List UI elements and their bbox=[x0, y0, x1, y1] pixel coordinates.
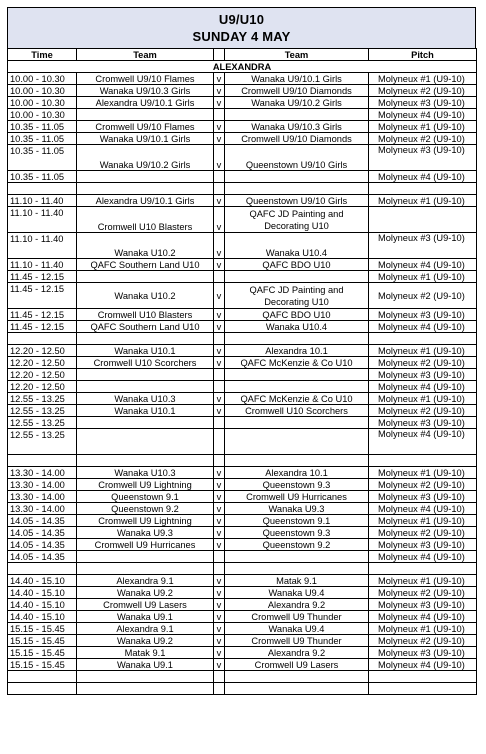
versus-cell bbox=[214, 551, 225, 563]
fixture-row bbox=[8, 369, 477, 381]
empty-cell bbox=[8, 683, 77, 695]
pitch-cell: Molyneux #3 (U9-10) bbox=[369, 539, 477, 551]
pitch-cell: Molyneux #1 (U9-10) bbox=[369, 467, 477, 479]
fixture-row bbox=[8, 321, 477, 333]
time-cell: 11.45 - 12.15 bbox=[8, 309, 77, 321]
home-team-cell bbox=[77, 109, 214, 121]
versus-cell: v bbox=[214, 647, 225, 659]
empty-cell bbox=[225, 455, 369, 467]
home-team-cell bbox=[77, 417, 214, 429]
away-team-cell: Cromwell U9/10 Diamonds bbox=[225, 133, 369, 145]
spacer-row bbox=[8, 455, 477, 467]
spacer-row bbox=[8, 183, 477, 195]
empty-cell bbox=[77, 333, 214, 345]
fixture-row bbox=[8, 647, 477, 659]
time-cell: 13.30 - 14.00 bbox=[8, 503, 77, 515]
home-team-cell: Wanaka U9.1 bbox=[77, 611, 214, 623]
versus-cell: v bbox=[214, 97, 225, 109]
time-cell: 14.40 - 15.10 bbox=[8, 587, 77, 599]
pitch-cell: Molyneux #2 (U9-10) bbox=[369, 357, 477, 369]
time-cell: 13.30 - 14.00 bbox=[8, 479, 77, 491]
away-team-cell: QAFC BDO U10 bbox=[225, 309, 369, 321]
away-team-cell: Cromwell U9 Thunder bbox=[225, 635, 369, 647]
versus-cell bbox=[214, 417, 225, 429]
age-group-title: U9/U10 bbox=[218, 12, 265, 27]
away-team-cell: Cromwell U9/10 Diamonds bbox=[225, 85, 369, 97]
pitch-cell: Molyneux #4 (U9-10) bbox=[369, 259, 477, 271]
away-team-cell bbox=[225, 381, 369, 393]
pitch-cell: Molyneux #2 (U9-10) bbox=[369, 405, 477, 417]
away-team-cell: Cromwell U9 Hurricanes bbox=[225, 491, 369, 503]
empty-cell bbox=[8, 455, 77, 467]
home-team-cell: Matak 9.1 bbox=[77, 647, 214, 659]
away-team-cell: Matak 9.1 bbox=[225, 575, 369, 587]
versus-cell: v bbox=[214, 121, 225, 133]
home-team-cell: Wanaka U9.2 bbox=[77, 635, 214, 647]
empty-cell bbox=[8, 183, 77, 195]
fixture-row bbox=[8, 145, 477, 171]
pitch-cell: Molyneux #3 (U9-10) bbox=[369, 145, 477, 171]
versus-cell: v bbox=[214, 405, 225, 417]
home-team-cell: Wanaka U9/10.1 Girls bbox=[77, 133, 214, 145]
home-team-cell bbox=[77, 429, 214, 455]
fixture-row bbox=[8, 527, 477, 539]
home-team-cell: Wanaka U10.3 bbox=[77, 467, 214, 479]
away-team-cell: Wanaka U9.3 bbox=[225, 503, 369, 515]
home-team-cell: Wanaka U9/10.3 Girls bbox=[77, 85, 214, 97]
fixture-row bbox=[8, 479, 477, 491]
empty-cell bbox=[214, 455, 225, 467]
versus-cell: v bbox=[214, 321, 225, 333]
time-cell: 12.55 - 13.25 bbox=[8, 429, 77, 455]
pitch-cell: Molyneux #2 (U9-10) bbox=[369, 527, 477, 539]
time-cell: 12.20 - 12.50 bbox=[8, 345, 77, 357]
time-cell: 10.35 - 11.05 bbox=[8, 171, 77, 183]
empty-cell bbox=[8, 671, 77, 683]
time-cell: 12.55 - 13.25 bbox=[8, 405, 77, 417]
versus-cell: v bbox=[214, 145, 225, 171]
away-team-cell: Wanaka U9.4 bbox=[225, 623, 369, 635]
vs-column-header bbox=[214, 49, 225, 61]
time-cell: 15.15 - 15.45 bbox=[8, 623, 77, 635]
versus-cell: v bbox=[214, 133, 225, 145]
versus-cell bbox=[214, 271, 225, 283]
time-cell: 12.20 - 12.50 bbox=[8, 381, 77, 393]
fixture-row bbox=[8, 429, 477, 455]
pitch-cell: Molyneux #4 (U9-10) bbox=[369, 551, 477, 563]
fixture-row bbox=[8, 551, 477, 563]
home-team-cell: QAFC Southern Land U10 bbox=[77, 321, 214, 333]
fixture-row bbox=[8, 491, 477, 503]
versus-cell: v bbox=[214, 309, 225, 321]
away-team-cell: Cromwell U9 Lasers bbox=[225, 659, 369, 671]
home-team-cell: Cromwell U10 Blasters bbox=[77, 207, 214, 233]
pitch-cell: Molyneux #1 (U9-10) bbox=[369, 575, 477, 587]
pitch-cell: Molyneux #3 (U9-10) bbox=[369, 97, 477, 109]
fixture-row bbox=[8, 259, 477, 271]
versus-cell bbox=[214, 429, 225, 455]
home-team-cell: Cromwell U9/10 Flames bbox=[77, 73, 214, 85]
pitch-cell: Molyneux #2 (U9-10) bbox=[369, 479, 477, 491]
pitch-cell bbox=[369, 207, 477, 233]
home-team-cell: Cromwell U9 Hurricanes bbox=[77, 539, 214, 551]
pitch-cell: Molyneux #4 (U9-10) bbox=[369, 659, 477, 671]
fixture-row bbox=[8, 207, 477, 233]
fixture-row bbox=[8, 85, 477, 97]
pitch-cell: Molyneux #2 (U9-10) bbox=[369, 635, 477, 647]
empty-cell bbox=[77, 671, 214, 683]
pitch-cell: Molyneux #1 (U9-10) bbox=[369, 515, 477, 527]
time-cell: 13.30 - 14.00 bbox=[8, 467, 77, 479]
home-team-cell: Queenstown 9.1 bbox=[77, 491, 214, 503]
away-team-cell: Alexandra 9.2 bbox=[225, 599, 369, 611]
versus-cell: v bbox=[214, 635, 225, 647]
away-team-cell: Cromwell U9 Thunder bbox=[225, 611, 369, 623]
home-team-cell: Queenstown 9.2 bbox=[77, 503, 214, 515]
time-cell: 10.35 - 11.05 bbox=[8, 145, 77, 171]
empty-cell bbox=[369, 333, 477, 345]
home-team-cell: Alexandra 9.1 bbox=[77, 623, 214, 635]
away-team-cell: Wanaka U9/10.1 Girls bbox=[225, 73, 369, 85]
empty-cell bbox=[8, 563, 77, 575]
home-team-cell: Cromwell U10 Blasters bbox=[77, 309, 214, 321]
empty-cell bbox=[225, 683, 369, 695]
empty-cell bbox=[77, 563, 214, 575]
home-team-cell: Wanaka U10.2 bbox=[77, 283, 214, 309]
fixture-rows bbox=[8, 73, 477, 695]
versus-cell bbox=[214, 369, 225, 381]
spacer-row bbox=[8, 683, 477, 695]
away-team-cell: Queenstown 9.3 bbox=[225, 479, 369, 491]
versus-cell bbox=[214, 171, 225, 183]
time-cell: 10.00 - 10.30 bbox=[8, 73, 77, 85]
pitch-cell: Molyneux #4 (U9-10) bbox=[369, 171, 477, 183]
time-cell: 11.10 - 11.40 bbox=[8, 207, 77, 233]
empty-cell bbox=[369, 563, 477, 575]
versus-cell: v bbox=[214, 283, 225, 309]
away-team-cell bbox=[225, 551, 369, 563]
home-team-cell bbox=[77, 369, 214, 381]
pitch-cell: Molyneux #4 (U9-10) bbox=[369, 503, 477, 515]
fixture-row bbox=[8, 283, 477, 309]
pitch-cell: Molyneux #4 (U9-10) bbox=[369, 321, 477, 333]
schedule-header bbox=[7, 7, 476, 48]
away-team-cell bbox=[225, 109, 369, 121]
empty-cell bbox=[214, 563, 225, 575]
fixture-table bbox=[7, 48, 477, 695]
empty-cell bbox=[77, 455, 214, 467]
pitch-cell: Molyneux #4 (U9-10) bbox=[369, 381, 477, 393]
home-team-cell: Wanaka U9/10.2 Girls bbox=[77, 145, 214, 171]
empty-cell bbox=[369, 683, 477, 695]
home-team-cell: Wanaka U10.2 bbox=[77, 233, 214, 259]
opponent-column-header: Team bbox=[225, 49, 369, 61]
versus-cell: v bbox=[214, 207, 225, 233]
time-cell: 14.40 - 15.10 bbox=[8, 599, 77, 611]
pitch-cell: Molyneux #1 (U9-10) bbox=[369, 393, 477, 405]
versus-cell: v bbox=[214, 393, 225, 405]
time-cell: 11.45 - 12.15 bbox=[8, 283, 77, 309]
fixture-row bbox=[8, 599, 477, 611]
fixture-row bbox=[8, 611, 477, 623]
pitch-cell: Molyneux #4 (U9-10) bbox=[369, 611, 477, 623]
time-cell: 10.00 - 10.30 bbox=[8, 97, 77, 109]
pitch-cell: Molyneux #2 (U9-10) bbox=[369, 587, 477, 599]
versus-cell: v bbox=[214, 479, 225, 491]
away-team-cell bbox=[225, 429, 369, 455]
away-team-cell: Queenstown 9.2 bbox=[225, 539, 369, 551]
versus-cell: v bbox=[214, 345, 225, 357]
empty-cell bbox=[225, 671, 369, 683]
empty-cell bbox=[214, 183, 225, 195]
home-team-cell bbox=[77, 171, 214, 183]
pitch-cell: Molyneux #3 (U9-10) bbox=[369, 309, 477, 321]
home-team-cell: Cromwell U9 Lightning bbox=[77, 479, 214, 491]
time-cell: 14.05 - 14.35 bbox=[8, 551, 77, 563]
versus-cell: v bbox=[214, 515, 225, 527]
time-cell: 11.10 - 11.40 bbox=[8, 195, 77, 207]
date-title: SUNDAY 4 MAY bbox=[192, 29, 291, 44]
home-team-cell: Cromwell U10 Scorchers bbox=[77, 357, 214, 369]
time-cell: 14.40 - 15.10 bbox=[8, 611, 77, 623]
away-team-cell: Queenstown U9/10 Girls bbox=[225, 195, 369, 207]
versus-cell bbox=[214, 109, 225, 121]
away-team-cell: QAFC McKenzie & Co U10 bbox=[225, 357, 369, 369]
fixture-row bbox=[8, 381, 477, 393]
time-cell: 14.40 - 15.10 bbox=[8, 575, 77, 587]
empty-cell bbox=[369, 671, 477, 683]
versus-cell: v bbox=[214, 503, 225, 515]
time-cell: 14.05 - 14.35 bbox=[8, 539, 77, 551]
empty-cell bbox=[225, 333, 369, 345]
pitch-cell: Molyneux #1 (U9-10) bbox=[369, 345, 477, 357]
time-cell: 11.10 - 11.40 bbox=[8, 259, 77, 271]
home-team-cell: Wanaka U9.1 bbox=[77, 659, 214, 671]
home-team-cell: Alexandra U9/10.1 Girls bbox=[77, 195, 214, 207]
home-team-cell: Cromwell U9 Lasers bbox=[77, 599, 214, 611]
away-team-cell: Cromwell U10 Scorchers bbox=[225, 405, 369, 417]
spacer-row bbox=[8, 333, 477, 345]
fixture-row bbox=[8, 587, 477, 599]
fixture-row bbox=[8, 575, 477, 587]
fixture-row bbox=[8, 659, 477, 671]
schedule-document bbox=[7, 7, 476, 695]
home-team-cell: Cromwell U9 Lightning bbox=[77, 515, 214, 527]
away-team-cell: Queenstown 9.1 bbox=[225, 515, 369, 527]
empty-cell bbox=[8, 333, 77, 345]
fixture-row bbox=[8, 97, 477, 109]
empty-cell bbox=[369, 455, 477, 467]
fixture-row bbox=[8, 539, 477, 551]
fixture-row bbox=[8, 121, 477, 133]
home-team-cell: Alexandra U9/10.1 Girls bbox=[77, 97, 214, 109]
pitch-cell: Molyneux #3 (U9-10) bbox=[369, 491, 477, 503]
time-cell: 12.20 - 12.50 bbox=[8, 369, 77, 381]
home-team-cell: Cromwell U9/10 Flames bbox=[77, 121, 214, 133]
away-team-cell: Wanaka U9/10.3 Girls bbox=[225, 121, 369, 133]
time-cell: 15.15 - 15.45 bbox=[8, 647, 77, 659]
time-cell: 11.10 - 11.40 bbox=[8, 233, 77, 259]
versus-cell: v bbox=[214, 491, 225, 503]
time-cell: 14.05 - 14.35 bbox=[8, 515, 77, 527]
fixture-row bbox=[8, 271, 477, 283]
time-cell: 11.45 - 12.15 bbox=[8, 271, 77, 283]
versus-cell: v bbox=[214, 623, 225, 635]
fixture-row bbox=[8, 515, 477, 527]
away-team-cell bbox=[225, 271, 369, 283]
away-team-cell: Alexandra 10.1 bbox=[225, 345, 369, 357]
away-team-cell bbox=[225, 369, 369, 381]
home-team-cell: Wanaka U10.1 bbox=[77, 345, 214, 357]
pitch-cell: Molyneux #4 (U9-10) bbox=[369, 429, 477, 455]
home-team-cell bbox=[77, 551, 214, 563]
home-team-cell: Wanaka U9.2 bbox=[77, 587, 214, 599]
versus-cell: v bbox=[214, 259, 225, 271]
away-team-cell: Queenstown U9/10 Girls bbox=[225, 145, 369, 171]
fixture-row bbox=[8, 345, 477, 357]
time-cell: 14.05 - 14.35 bbox=[8, 527, 77, 539]
pitch-column-header: Pitch bbox=[369, 49, 477, 61]
away-team-cell: Wanaka U9/10.2 Girls bbox=[225, 97, 369, 109]
pitch-cell: Molyneux #3 (U9-10) bbox=[369, 647, 477, 659]
empty-cell bbox=[77, 683, 214, 695]
empty-cell bbox=[225, 183, 369, 195]
pitch-cell: Molyneux #2 (U9-10) bbox=[369, 283, 477, 309]
away-team-cell: Alexandra 9.2 bbox=[225, 647, 369, 659]
fixture-row bbox=[8, 357, 477, 369]
away-team-cell: QAFC BDO U10 bbox=[225, 259, 369, 271]
time-cell: 12.20 - 12.50 bbox=[8, 357, 77, 369]
fixture-row bbox=[8, 73, 477, 85]
time-cell: 13.30 - 14.00 bbox=[8, 491, 77, 503]
time-cell: 11.45 - 12.15 bbox=[8, 321, 77, 333]
home-team-cell: Wanaka U10.1 bbox=[77, 405, 214, 417]
empty-cell bbox=[77, 183, 214, 195]
versus-cell: v bbox=[214, 73, 225, 85]
time-cell: 15.15 - 15.45 bbox=[8, 659, 77, 671]
venue-label: ALEXANDRA bbox=[8, 61, 477, 73]
home-team-cell bbox=[77, 271, 214, 283]
fixture-row bbox=[8, 109, 477, 121]
away-team-cell: Queenstown 9.3 bbox=[225, 527, 369, 539]
away-team-cell: Wanaka U9.4 bbox=[225, 587, 369, 599]
fixture-row bbox=[8, 133, 477, 145]
away-team-cell bbox=[225, 171, 369, 183]
versus-cell: v bbox=[214, 599, 225, 611]
versus-cell: v bbox=[214, 575, 225, 587]
home-team-cell bbox=[77, 381, 214, 393]
time-column-header: Time bbox=[8, 49, 77, 61]
fixture-row bbox=[8, 171, 477, 183]
home-team-cell: Alexandra 9.1 bbox=[77, 575, 214, 587]
home-team-cell: Wanaka U9.3 bbox=[77, 527, 214, 539]
versus-cell: v bbox=[214, 611, 225, 623]
versus-cell: v bbox=[214, 539, 225, 551]
empty-cell bbox=[369, 183, 477, 195]
column-header-row bbox=[8, 49, 477, 61]
versus-cell: v bbox=[214, 85, 225, 97]
pitch-cell: Molyneux #3 (U9-10) bbox=[369, 369, 477, 381]
versus-cell: v bbox=[214, 357, 225, 369]
pitch-cell: Molyneux #1 (U9-10) bbox=[369, 73, 477, 85]
empty-cell bbox=[225, 563, 369, 575]
fixture-row bbox=[8, 405, 477, 417]
versus-cell: v bbox=[214, 527, 225, 539]
fixture-row bbox=[8, 417, 477, 429]
pitch-cell: Molyneux #1 (U9-10) bbox=[369, 623, 477, 635]
empty-cell bbox=[214, 333, 225, 345]
pitch-cell: Molyneux #3 (U9-10) bbox=[369, 599, 477, 611]
pitch-cell: Molyneux #3 (U9-10) bbox=[369, 233, 477, 259]
empty-cell bbox=[214, 671, 225, 683]
away-team-cell: QAFC McKenzie & Co U10 bbox=[225, 393, 369, 405]
pitch-cell: Molyneux #4 (U9-10) bbox=[369, 109, 477, 121]
fixture-row bbox=[8, 393, 477, 405]
fixture-row bbox=[8, 623, 477, 635]
time-cell: 10.00 - 10.30 bbox=[8, 85, 77, 97]
time-cell: 12.55 - 13.25 bbox=[8, 393, 77, 405]
away-team-cell: Wanaka U10.4 bbox=[225, 321, 369, 333]
pitch-cell: Molyneux #3 (U9-10) bbox=[369, 417, 477, 429]
away-team-cell: QAFC JD Painting and Decorating U10 bbox=[225, 283, 369, 309]
away-team-cell: Alexandra 10.1 bbox=[225, 467, 369, 479]
spacer-row bbox=[8, 563, 477, 575]
versus-cell: v bbox=[214, 467, 225, 479]
fixture-row bbox=[8, 467, 477, 479]
fixture-row bbox=[8, 309, 477, 321]
time-cell: 10.35 - 11.05 bbox=[8, 133, 77, 145]
versus-cell: v bbox=[214, 587, 225, 599]
time-cell: 10.35 - 11.05 bbox=[8, 121, 77, 133]
home-team-cell: Wanaka U10.3 bbox=[77, 393, 214, 405]
fixture-row bbox=[8, 635, 477, 647]
home-team-cell: QAFC Southern Land U10 bbox=[77, 259, 214, 271]
pitch-cell: Molyneux #1 (U9-10) bbox=[369, 121, 477, 133]
fixture-row bbox=[8, 503, 477, 515]
versus-cell: v bbox=[214, 195, 225, 207]
pitch-cell: Molyneux #2 (U9-10) bbox=[369, 133, 477, 145]
away-team-cell: QAFC JD Painting and Decorating U10 bbox=[225, 207, 369, 233]
fixture-row bbox=[8, 233, 477, 259]
time-cell: 10.00 - 10.30 bbox=[8, 109, 77, 121]
versus-cell bbox=[214, 381, 225, 393]
team-column-header: Team bbox=[77, 49, 214, 61]
time-cell: 12.55 - 13.25 bbox=[8, 417, 77, 429]
pitch-cell: Molyneux #2 (U9-10) bbox=[369, 85, 477, 97]
away-team-cell: Wanaka U10.4 bbox=[225, 233, 369, 259]
venue-row bbox=[8, 61, 477, 73]
versus-cell: v bbox=[214, 233, 225, 259]
versus-cell: v bbox=[214, 659, 225, 671]
away-team-cell bbox=[225, 417, 369, 429]
empty-cell bbox=[214, 683, 225, 695]
pitch-cell: Molyneux #1 (U9-10) bbox=[369, 195, 477, 207]
pitch-cell: Molyneux #1 (U9-10) bbox=[369, 271, 477, 283]
fixture-row bbox=[8, 195, 477, 207]
time-cell: 15.15 - 15.45 bbox=[8, 635, 77, 647]
spacer-row bbox=[8, 671, 477, 683]
